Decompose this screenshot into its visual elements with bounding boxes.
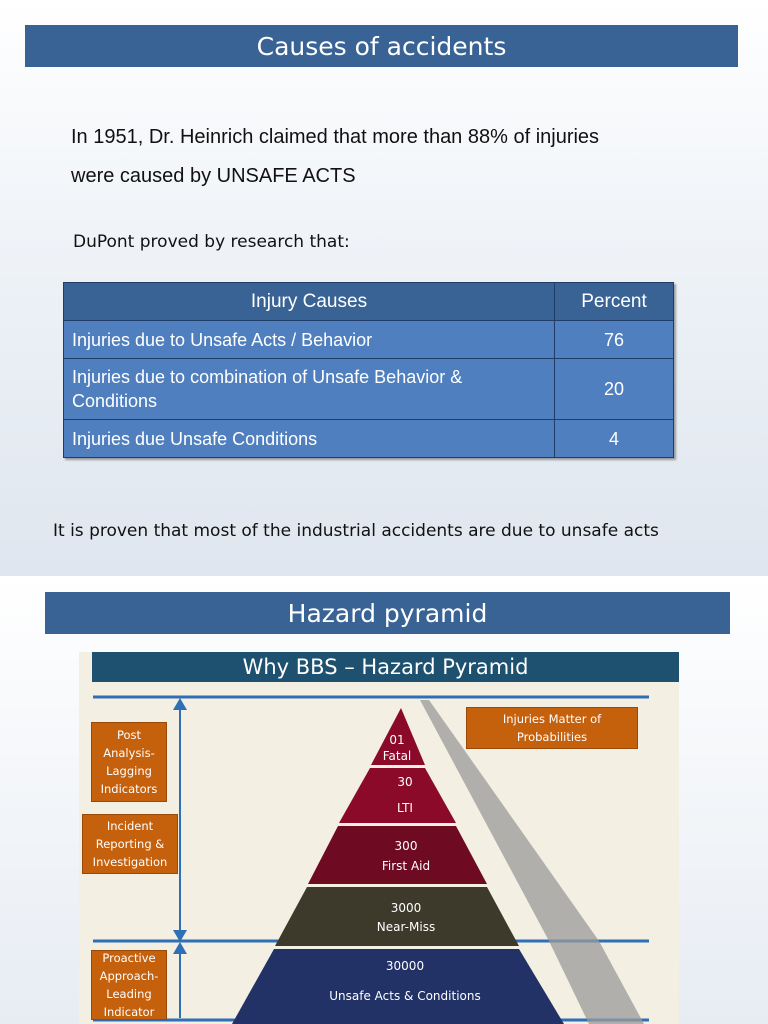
table-row — [64, 420, 674, 458]
slide-title-bar — [25, 25, 738, 67]
percent-cell: 20 — [555, 359, 674, 420]
slide-hazard-pyramid — [0, 576, 768, 1024]
lagging-arrow-up — [173, 698, 187, 710]
table-row — [64, 321, 674, 359]
level-first-aid-count: 300 — [394, 839, 418, 853]
cause-cell: Injuries due to combination of Unsafe Behavior & Conditions — [64, 359, 555, 420]
post-analysis-box: Post Analysis- Lagging Indicators — [91, 722, 167, 802]
heinrich-line-2: were caused by UNSAFE ACTS — [71, 165, 356, 187]
column-header-percent: Percent — [555, 283, 674, 321]
conclusion-text: It is proven that most of the industrial accidents are due to unsafe acts — [53, 521, 659, 541]
column-header-injury-causes: Injury Causes — [64, 283, 555, 321]
dupont-intro: DuPont proved by research that: — [73, 232, 350, 252]
level-near-miss-label: Near-Miss — [376, 920, 436, 934]
table-row — [64, 359, 674, 420]
slide-title-bar — [45, 592, 730, 634]
figure-header: Why BBS – Hazard Pyramid — [92, 652, 679, 682]
heinrich-paragraph — [71, 118, 741, 196]
level-unsafe-label: Unsafe Acts & Conditions — [329, 989, 481, 1003]
level-lti-label: LTI — [397, 801, 413, 815]
cause-cell: Injuries due to Unsafe Acts / Behavior — [64, 321, 555, 359]
heinrich-line-1: In 1951, Dr. Heinrich claimed that more than 88% of injuries — [71, 126, 600, 148]
level-lti-count: 30 — [397, 775, 413, 789]
injury-causes-table — [63, 282, 674, 458]
proactive-approach-box: Proactive Approach- Leading Indicator — [91, 950, 167, 1020]
level-near-miss-count: 3000 — [390, 901, 422, 915]
table-header-row — [64, 283, 674, 321]
incident-reporting-box: Incident Reporting & Investigation — [82, 814, 178, 874]
level-fatal-count: 01 — [389, 733, 405, 747]
leading-arrow-up — [173, 942, 187, 954]
percent-cell: 76 — [555, 321, 674, 359]
level-first-aid-label: First Aid — [381, 859, 431, 873]
cause-cell: Injuries due Unsafe Conditions — [64, 420, 555, 458]
level-unsafe-count: 30000 — [385, 959, 425, 973]
level-first-aid — [308, 826, 487, 884]
level-fatal-label: Fatal — [382, 749, 412, 763]
probabilities-note-box: Injuries Matter of Probabilities — [466, 707, 638, 749]
percent-cell: 4 — [555, 420, 674, 458]
slide-title: Causes of accidents — [256, 31, 507, 61]
hazard-pyramid-figure — [79, 652, 679, 1024]
slide-title: Hazard pyramid — [287, 598, 488, 628]
pyramid-shadow-base — [549, 941, 644, 1024]
level-near-miss — [275, 887, 519, 946]
